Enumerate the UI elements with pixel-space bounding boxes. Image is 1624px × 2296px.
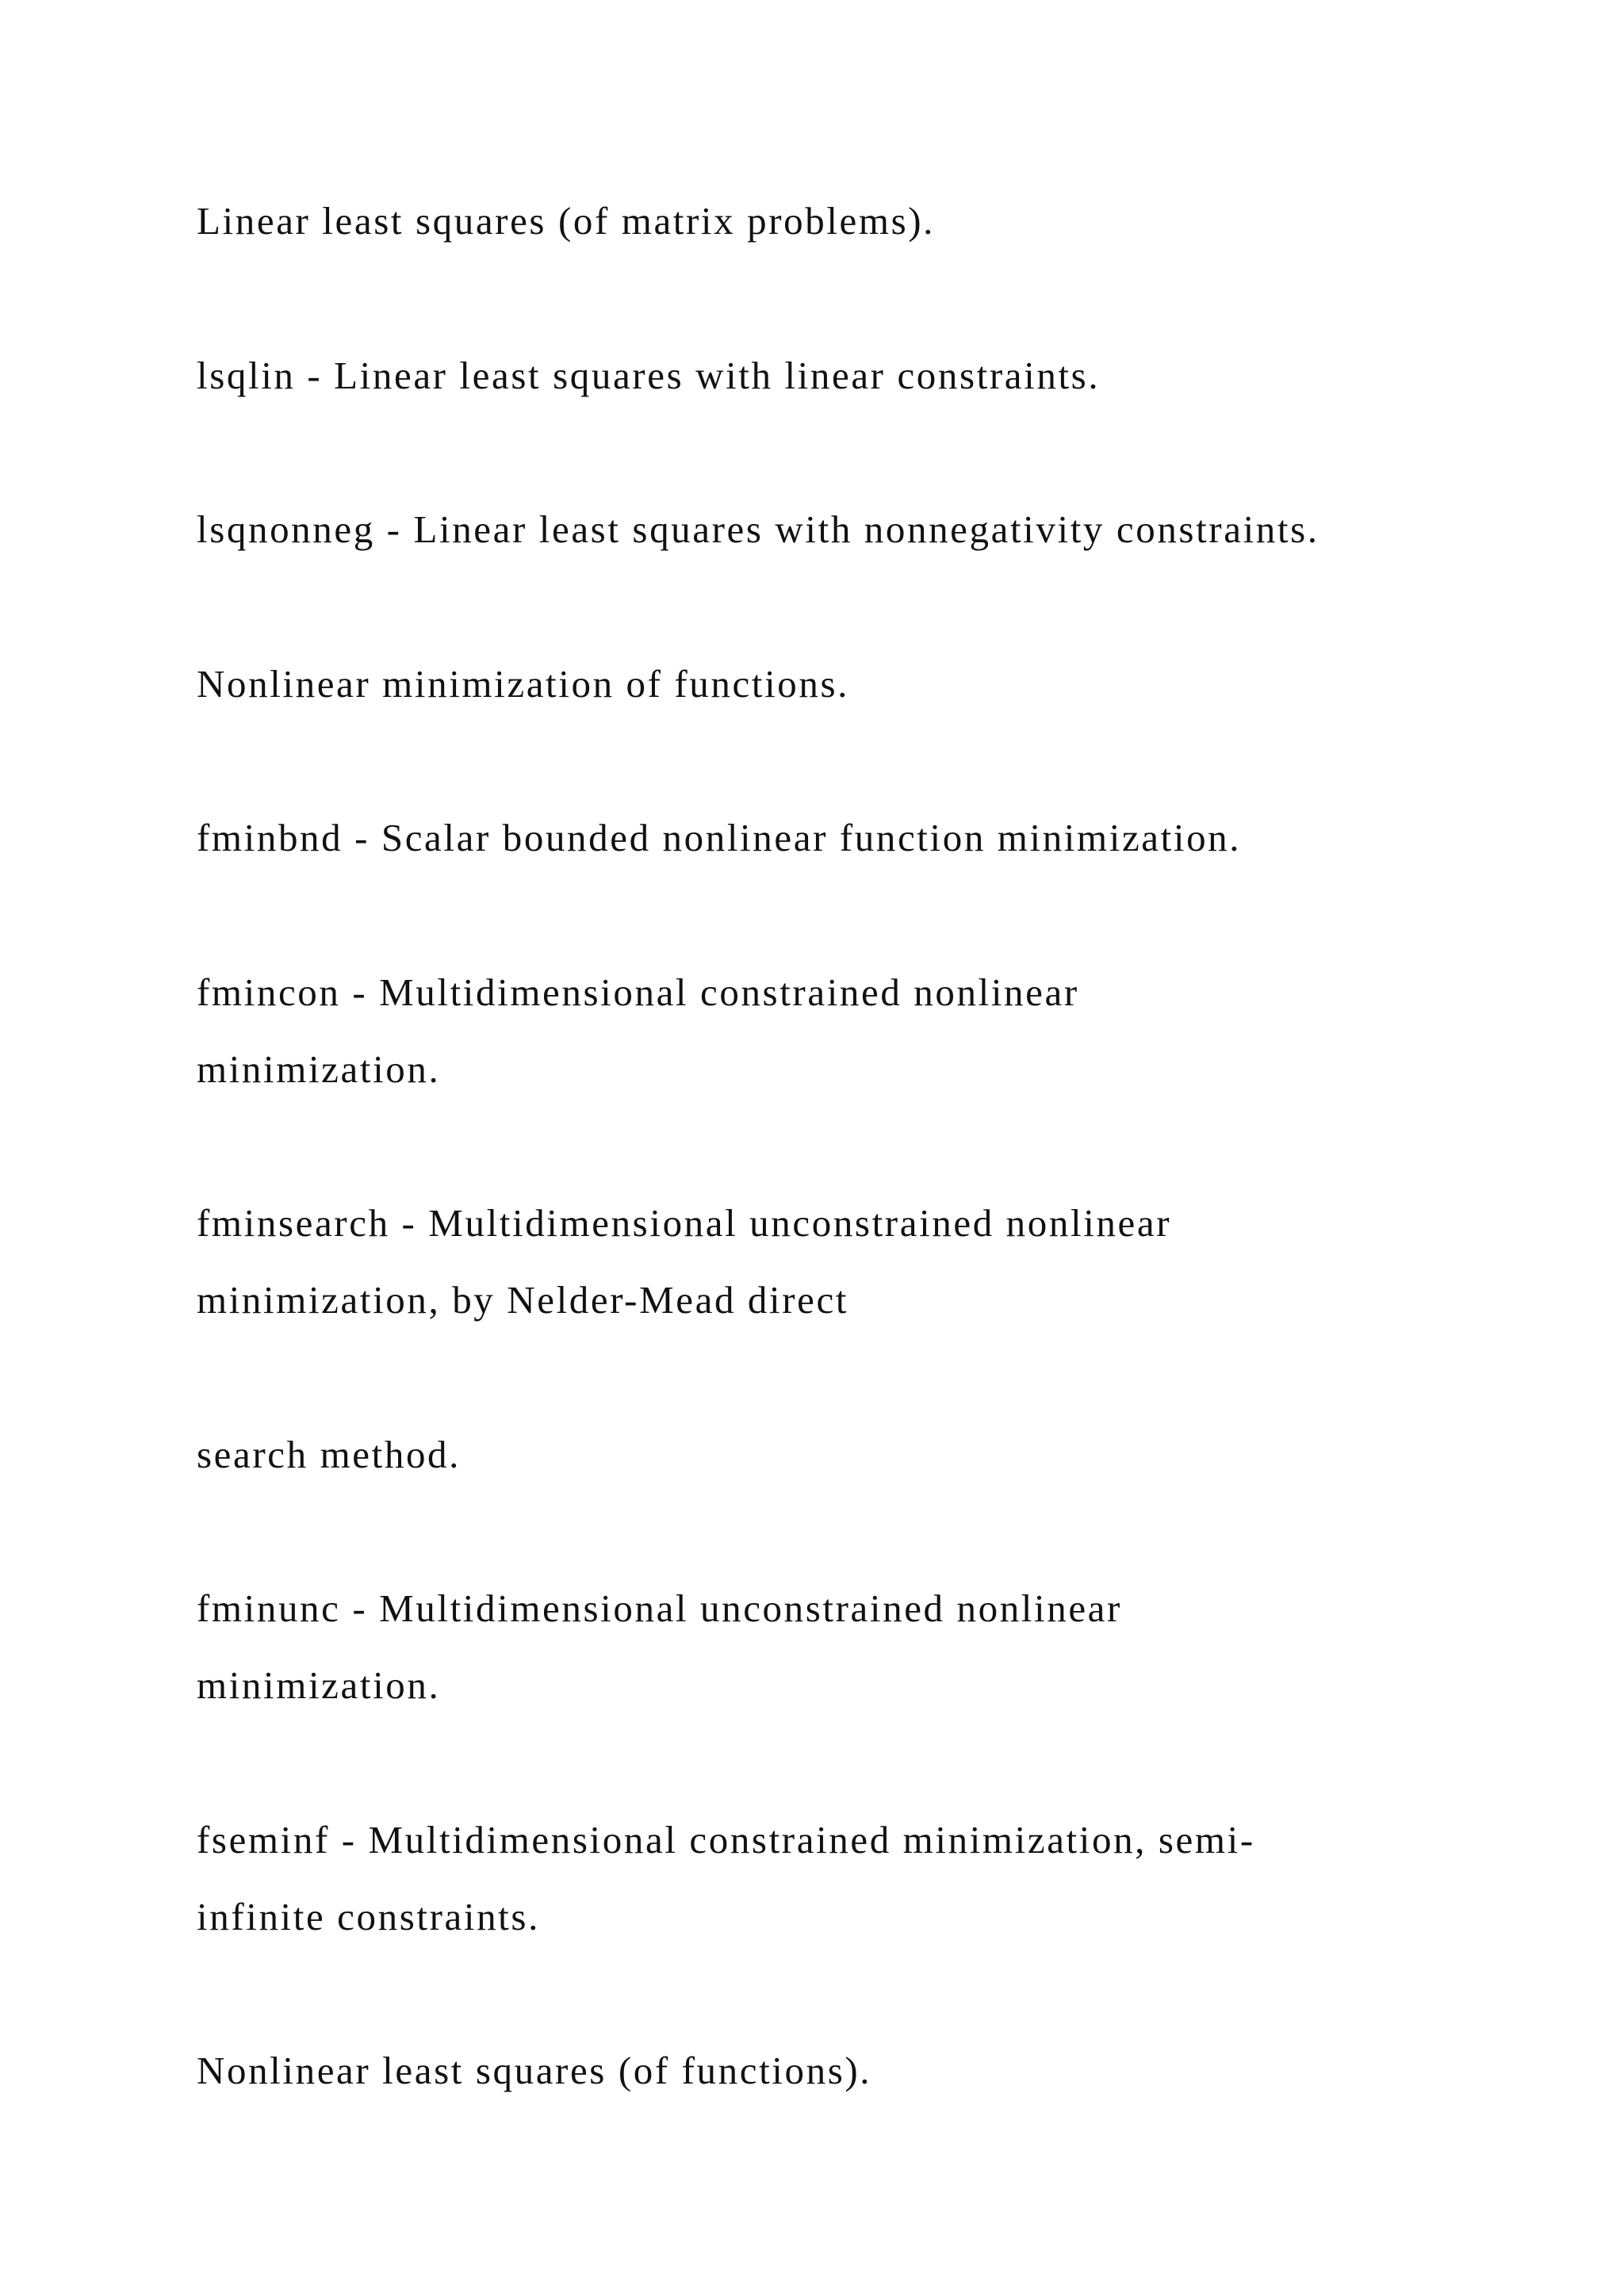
entry-fminbnd: fminbnd - Scalar bounded nonlinear function minimization. bbox=[197, 816, 1242, 859]
entry-fmincon-line-2: minimization. bbox=[197, 1047, 441, 1091]
entry-fminsearch-line-1: fminsearch - Multidimensional unconstrained nonlinear bbox=[197, 1201, 1172, 1245]
section-heading-nonlinear-least-squares: Nonlinear least squares (of functions). bbox=[197, 2049, 872, 2092]
entry-fminsearch-line-3: search method. bbox=[197, 1433, 462, 1476]
entry-lsqlin: lsqlin - Linear least squares with linear constraints. bbox=[197, 354, 1101, 397]
entry-fminsearch-line-2: minimization, by Nelder-Mead direct bbox=[197, 1278, 849, 1322]
section-heading-linear-least-squares: Linear least squares (of matrix problems). bbox=[197, 199, 936, 243]
entry-lsqnonneg: lsqnonneg - Linear least squares with nonnegativity constraints. bbox=[197, 507, 1320, 551]
entry-fmincon-line-1: fmincon - Multidimensional constrained nonlinear bbox=[197, 970, 1079, 1014]
entry-fseminf-line-1: fseminf - Multidimensional constrained minimization, semi- bbox=[197, 1818, 1255, 1862]
section-heading-nonlinear-minimization: Nonlinear minimization of functions. bbox=[197, 662, 850, 706]
entry-fminunc-line-2: minimization. bbox=[197, 1663, 441, 1707]
entry-fseminf-line-2: infinite constraints. bbox=[197, 1895, 540, 1938]
entry-fminunc-line-1: fminunc - Multidimensional unconstrained nonlinear bbox=[197, 1586, 1122, 1630]
